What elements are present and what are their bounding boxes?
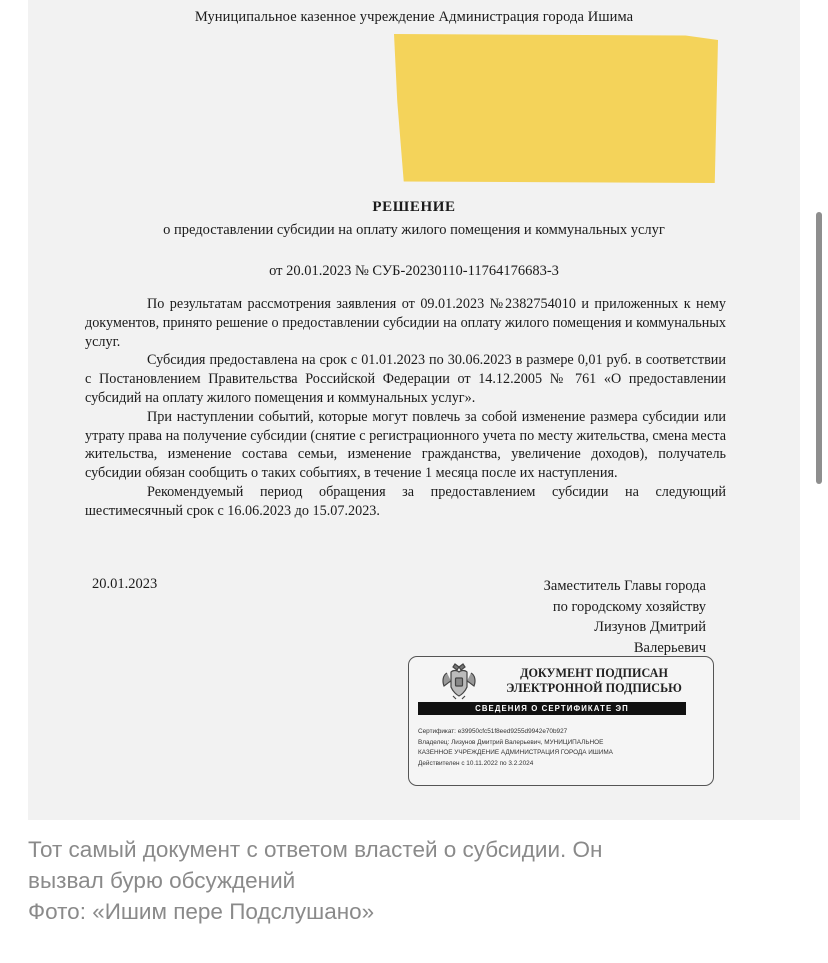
photo-credit: Фото: «Ишим пере Подслушано» <box>28 899 375 924</box>
photo-caption <box>28 834 788 927</box>
stamp-certificate-bar: СВЕДЕНИЯ О СЕРТИФИКАТЕ ЭП <box>418 702 686 715</box>
certificate-validity: Действителен с 10.11.2022 по 3.2.2024 <box>418 759 534 767</box>
document-subtitle: о предоставлении субсидии на оплату жилого помещения и коммунальных услуг <box>163 222 665 238</box>
issuer-header: Муниципальное казенное учреждение Администрация города Ишима <box>194 9 634 25</box>
stamp-title-line: ЭЛЕКТРОННОЙ ПОДПИСЬЮ <box>506 681 682 695</box>
document-photo <box>28 0 800 820</box>
signer-position: Заместитель Главы города <box>543 578 706 594</box>
stamp-title-line: ДОКУМЕНТ ПОДПИСАН <box>520 666 668 680</box>
body-paragraph: Субсидия предоставлена на срок с 01.01.2023 по 30.06.2023 в размере 0,01 руб. в соответствии с Постановлением Правительства Российской Федерации от 14.12.2005 № 761 «О предоставлении субсидий на оплату жилого помещения и коммунальных услуг». <box>85 352 726 406</box>
signer-department: по городскому хозяйству <box>552 598 706 615</box>
e-signature-stamp <box>408 656 714 786</box>
stamp-title <box>485 666 703 696</box>
redaction-block <box>394 34 718 183</box>
stamp-details <box>418 727 704 769</box>
body-paragraph: По результатам рассмотрения заявления от 09.01.2023 №2382754010 и приложенных к нему документов, принято решение о предоставлении субсидии на оплату жилого помещения и коммунальных услуг. <box>85 296 726 350</box>
document-title: РЕШЕНИЕ <box>372 199 456 215</box>
signer-block <box>448 576 706 658</box>
certificate-owner: Владелец: Лизунов Дмитрий Валерьевич, МУНИЦИПАЛЬНОЕ <box>418 738 604 746</box>
caption-text: Тот самый документ с ответом властей о субсидии. Он <box>28 837 603 862</box>
caption-text-continued: вызвал бурю обсуждений <box>28 868 296 893</box>
decision-number: от 20.01.2023 № СУБ-20230110-11764176683-3 <box>269 263 559 279</box>
decision-body <box>85 295 726 521</box>
certificate-owner-continued: КАЗЕННОЕ УЧРЕЖДЕНИЕ АДМИНИСТРАЦИЯ ГОРОДА ИШИМА <box>418 749 613 756</box>
body-paragraph: Рекомендуемый период обращения за предоставлением субсидии на следующий шестимесячный срок с 16.06.2023 до 15.07.2023. <box>85 483 726 519</box>
certificate-id: Сертификат: e39950cfc51f8eed9255d9942e70b927 <box>418 728 568 735</box>
signature-date: 20.01.2023 <box>92 576 158 592</box>
coat-of-arms-icon <box>439 661 479 701</box>
signer-patronymic: Валерьевич <box>633 639 706 656</box>
signer-name: Лизунов Дмитрий <box>594 619 706 635</box>
scrollbar-thumb[interactable] <box>816 212 822 484</box>
body-paragraph: При наступлении событий, которые могут повлечь за собой изменение размера субсидии или утрату права на получение субсидии (снятие с регистрационного учета по месту жительства, смена места жительства, изменение состава семьи, изменение гражданства, увеличение доходов), получатель субсидии обязан сообщить о таких событиях, в течение 1 месяца после их наступления. <box>85 408 726 482</box>
